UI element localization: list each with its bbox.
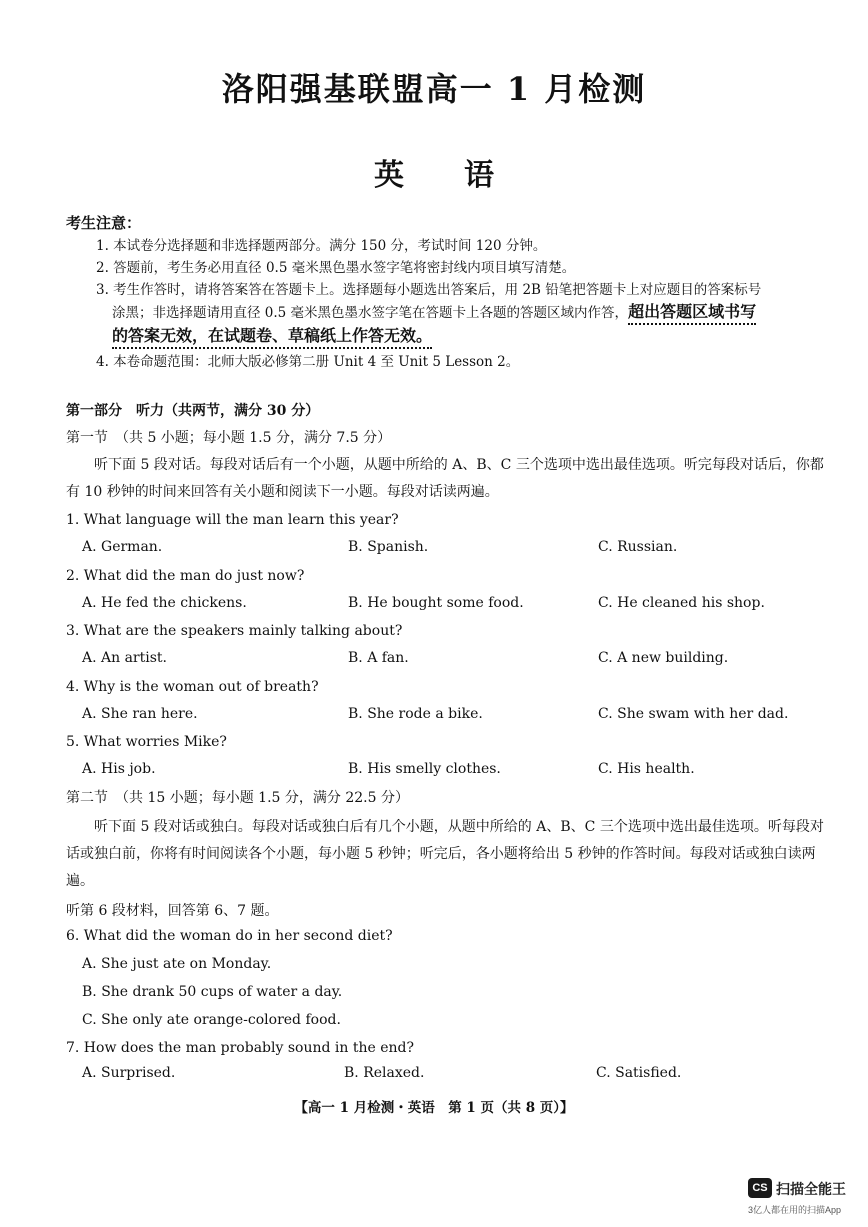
notice-emphasis-1: 超出答题区域书写: [628, 302, 756, 325]
question-3: 3. What are the speakers mainly talking about?: [66, 623, 403, 639]
section2-heading: 第二节 （共 15 小题；每小题 1.5 分，满分 22.5 分）: [66, 790, 409, 806]
question-3-option-c: C. A new building.: [598, 650, 729, 666]
question-6-option-a: A. She just ate on Monday.: [82, 956, 272, 972]
section2-instruction: 听下面 5 段对话或独白。每段对话或独白后有几个小题，从题中所给的 A、B、C 三个选项中选出最佳选项。听每段对话或独白前，你将有时间阅读各个小题，每小题 5 秒钟；听完后，各小题将给出 5 秒钟的作答时间。每段对话或独白读两遍。: [66, 819, 824, 889]
question-7-option-a: A. Surprised.: [82, 1065, 176, 1081]
material-6-heading: 听第 6 段材料，回答第 6、7 题。: [66, 903, 279, 919]
question-4: 4. Why is the woman out of breath?: [66, 678, 319, 695]
notice-item-3-text: 涂黑；非选择题请用直径 0.5 毫米黑色墨水签字笔在答题卡上各题的答题区域内作答，: [112, 305, 629, 321]
question-2-option-b: B. He bought some food.: [348, 594, 524, 611]
question-1-option-a: A. German.: [82, 539, 163, 555]
notice-item-3-line-1: 3. 考生作答时，请将答案答在答题卡上。选择题每小题选出答案后，用 2B 铅笔把答题卡上对应题目的答案标号: [96, 282, 762, 298]
question-3-option-b: B. A fan.: [348, 650, 409, 666]
part1-heading: 第一部分 听力（共两节，满分 30 分）: [66, 403, 320, 419]
question-4-option-b: B. She rode a bike.: [348, 705, 483, 722]
question-5-option-c: C. His health.: [598, 761, 695, 777]
question-2: 2. What did the man do just now?: [66, 567, 305, 584]
question-5-option-b: B. His smelly clothes.: [348, 761, 501, 777]
question-5-option-a: A. His job.: [82, 761, 156, 777]
question-2-option-c: C. He cleaned his shop.: [598, 594, 765, 611]
camscanner-tagline: 3亿人都在用的扫描App: [748, 1205, 842, 1215]
question-3-option-a: A. An artist.: [82, 650, 167, 666]
notice-item-3-line-3: [112, 326, 842, 347]
question-7-option-b: B. Relaxed.: [344, 1065, 425, 1081]
notice-item-4: 4. 本卷命题范围：北师大版必修第二册 Unit 4 至 Unit 5 Lesson 2。: [96, 354, 520, 370]
page-footer: 【高一 1 月检测・英语 第 1 页（共 8 页）】: [294, 1100, 574, 1116]
question-1-option-c: C. Russian.: [598, 539, 678, 555]
question-6-option-c: C. She only ate orange-colored food.: [82, 1012, 341, 1028]
question-1-option-b: B. Spanish.: [348, 539, 429, 555]
exam-title: 洛阳强基联盟高一 1 月检测: [221, 70, 647, 108]
camscanner-logo-icon: CS: [748, 1178, 772, 1198]
question-2-option-a: A. He fed the chickens.: [82, 594, 247, 611]
notice-heading: 考生注意：: [66, 214, 142, 232]
question-7-option-c: C. Satisfied.: [596, 1065, 682, 1081]
section1-instruction: 听下面 5 段对话。每段对话后有一个小题，从题中所给的 A、B、C 三个选项中选出最佳选项。听完每段对话后，你都有 10 秒钟的时间来回答有关小题和阅读下一小题。每段对话读两遍。: [66, 457, 824, 500]
subject-title: 英语: [374, 158, 554, 193]
notice-item-2: 2. 答题前，考生务必用直径 0.5 毫米黑色墨水签字笔将密封线内项目填写清楚。: [96, 260, 576, 276]
camscanner-name: 扫描全能王: [776, 1181, 846, 1197]
question-1: 1. What language will the man learn this year?: [66, 512, 399, 528]
question-7: 7. How does the man probably sound in the end?: [66, 1040, 414, 1056]
question-6-option-b: B. She drank 50 cups of water a day.: [82, 984, 343, 1000]
notice-item-3-line-2: [112, 302, 842, 323]
section1-heading: 第一节 （共 5 小题；每小题 1.5 分，满分 7.5 分）: [66, 430, 392, 446]
question-4-option-a: A. She ran here.: [82, 705, 198, 722]
question-5: 5. What worries Mike?: [66, 734, 227, 750]
notice-item-1: 1. 本试卷分选择题和非选择题两部分。满分 150 分，考试时间 120 分钟。: [96, 238, 547, 254]
notice-emphasis-2: 的答案无效，在试题卷、草稿纸上作答无效。: [112, 326, 432, 349]
question-6: 6. What did the woman do in her second diet?: [66, 928, 393, 944]
question-4-option-c: C. She swam with her dad.: [598, 705, 789, 722]
